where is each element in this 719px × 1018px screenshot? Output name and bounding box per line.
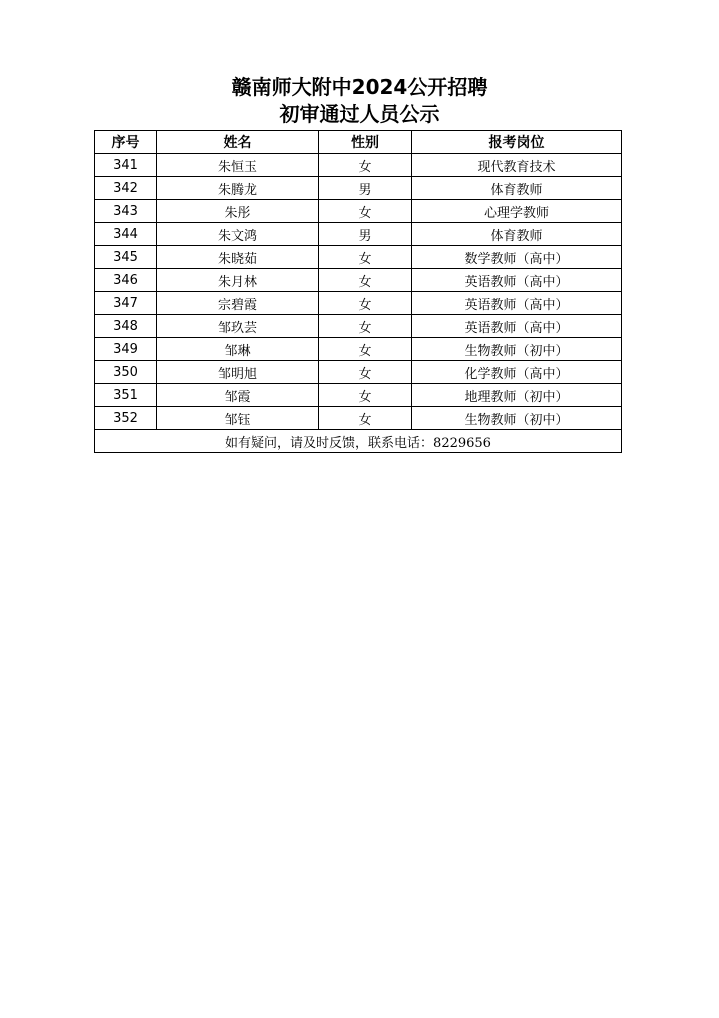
table-row bbox=[95, 223, 622, 246]
cell-name: 朱文鸿 bbox=[157, 223, 319, 246]
cell-gender: 女 bbox=[319, 315, 412, 338]
table-row bbox=[95, 269, 622, 292]
cell-position: 英语教师（高中） bbox=[412, 315, 622, 338]
cell-position: 心理学教师 bbox=[412, 200, 622, 223]
cell-name: 邹霞 bbox=[157, 384, 319, 407]
header-name: 姓名 bbox=[157, 131, 319, 154]
cell-gender: 女 bbox=[319, 407, 412, 430]
cell-serial-number: 346 bbox=[95, 269, 157, 292]
document-title: 赣南师大附中2024公开招聘 bbox=[231, 75, 488, 99]
cell-serial-number: 347 bbox=[95, 292, 157, 315]
cell-name: 朱彤 bbox=[157, 200, 319, 223]
cell-position: 英语教师（高中） bbox=[412, 292, 622, 315]
cell-gender: 女 bbox=[319, 200, 412, 223]
header-gender: 性别 bbox=[319, 131, 412, 154]
header-position: 报考岗位 bbox=[412, 131, 622, 154]
cell-gender: 女 bbox=[319, 154, 412, 177]
cell-gender: 女 bbox=[319, 384, 412, 407]
cell-gender: 女 bbox=[319, 338, 412, 361]
cell-position: 数学教师（高中） bbox=[412, 246, 622, 269]
cell-position: 化学教师（高中） bbox=[412, 361, 622, 384]
table-row bbox=[95, 361, 622, 384]
table-footer-row bbox=[95, 430, 622, 453]
cell-gender: 女 bbox=[319, 292, 412, 315]
cell-serial-number: 342 bbox=[95, 177, 157, 200]
table-row bbox=[95, 200, 622, 223]
table-row bbox=[95, 315, 622, 338]
table-row bbox=[95, 154, 622, 177]
cell-name: 朱晓茹 bbox=[157, 246, 319, 269]
cell-name: 邹玖芸 bbox=[157, 315, 319, 338]
cell-position: 现代教育技术 bbox=[412, 154, 622, 177]
cell-serial-number: 348 bbox=[95, 315, 157, 338]
cell-serial-number: 344 bbox=[95, 223, 157, 246]
table-row bbox=[95, 407, 622, 430]
cell-position: 英语教师（高中） bbox=[412, 269, 622, 292]
cell-serial-number: 343 bbox=[95, 200, 157, 223]
cell-serial-number: 345 bbox=[95, 246, 157, 269]
cell-gender: 男 bbox=[319, 223, 412, 246]
cell-serial-number: 349 bbox=[95, 338, 157, 361]
cell-gender: 女 bbox=[319, 361, 412, 384]
cell-serial-number: 351 bbox=[95, 384, 157, 407]
table-row bbox=[95, 338, 622, 361]
cell-position: 体育教师 bbox=[412, 223, 622, 246]
document-subtitle: 初审通过人员公示 bbox=[279, 102, 440, 126]
cell-name: 邹明旭 bbox=[157, 361, 319, 384]
cell-position: 生物教师（初中） bbox=[412, 338, 622, 361]
cell-name: 朱腾龙 bbox=[157, 177, 319, 200]
cell-gender: 女 bbox=[319, 246, 412, 269]
cell-name: 邹钰 bbox=[157, 407, 319, 430]
cell-name: 邹琳 bbox=[157, 338, 319, 361]
cell-serial-number: 350 bbox=[95, 361, 157, 384]
cell-serial-number: 341 bbox=[95, 154, 157, 177]
table-row bbox=[95, 292, 622, 315]
table-row bbox=[95, 384, 622, 407]
table-header-row bbox=[95, 131, 622, 154]
contact-note: 如有疑问，请及时反馈，联系电话：8229656 bbox=[95, 430, 622, 453]
cell-serial-number: 352 bbox=[95, 407, 157, 430]
cell-name: 朱恒玉 bbox=[157, 154, 319, 177]
table-row bbox=[95, 177, 622, 200]
cell-position: 体育教师 bbox=[412, 177, 622, 200]
cell-position: 生物教师（初中） bbox=[412, 407, 622, 430]
cell-name: 朱月林 bbox=[157, 269, 319, 292]
cell-name: 宗碧霞 bbox=[157, 292, 319, 315]
candidate-table bbox=[94, 130, 622, 453]
header-serial-number: 序号 bbox=[95, 131, 157, 154]
cell-gender: 女 bbox=[319, 269, 412, 292]
table-row bbox=[95, 246, 622, 269]
cell-position: 地理教师（初中） bbox=[412, 384, 622, 407]
cell-gender: 男 bbox=[319, 177, 412, 200]
